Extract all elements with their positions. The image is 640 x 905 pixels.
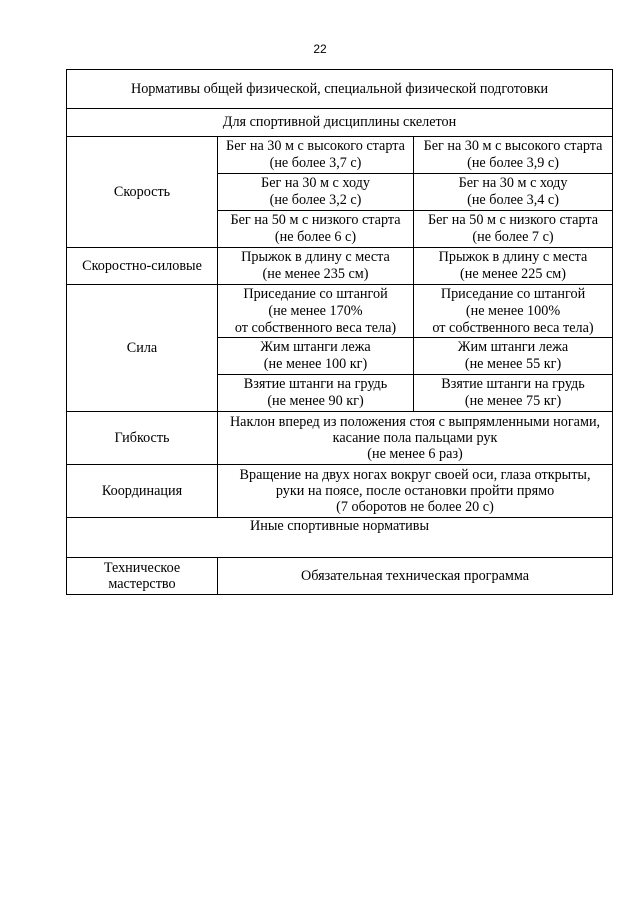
table-row — [67, 285, 613, 338]
discipline-row — [67, 109, 613, 137]
norm-men-cell: Приседание со штангой (не менее 170% от собственного веса тела) — [218, 285, 414, 338]
page-number: 22 — [313, 42, 327, 56]
discipline-heading: Для спортивной дисциплины скелетон — [67, 109, 613, 137]
technical-program-cell: Обязательная техническая программа — [218, 558, 613, 595]
norm-women-cell: Жим штанги лежа (не менее 55 кг) — [414, 338, 613, 375]
norm-women-cell: Бег на 30 м с высокого старта (не более 3,9 с) — [414, 137, 613, 174]
quality-label-speed-strength: Скоростно-силовые — [67, 248, 218, 285]
norm-women-cell: Приседание со штангой (не менее 100% от собственного веса тела) — [414, 285, 613, 338]
table-title: Нормативы общей физической, специальной физической подготовки — [67, 70, 613, 109]
quality-label-technical: Техническое мастерство — [67, 558, 218, 595]
norm-common-cell: Вращение на двух ногах вокруг своей оси, глаза открыты, руки на поясе, после остановки пройти прямо (7 оборотов не более 20 с) — [218, 465, 613, 518]
norm-men-cell: Бег на 50 м с низкого старта (не более 6 с) — [218, 211, 414, 248]
quality-label-speed: Скорость — [67, 137, 218, 248]
norm-women-cell: Взятие штанги на грудь (не менее 75 кг) — [414, 375, 613, 412]
norm-common-cell: Наклон вперед из положения стоя с выпрямленными ногами, касание пола пальцами рук (не менее 6 раз) — [218, 412, 613, 465]
quality-label-coordination: Координация — [67, 465, 218, 518]
quality-label-strength: Сила — [67, 285, 218, 412]
standards-table — [66, 69, 613, 595]
norm-women-cell: Бег на 50 м с низкого старта (не более 7 с) — [414, 211, 613, 248]
table-row — [67, 465, 613, 518]
norm-men-cell: Взятие штанги на грудь (не менее 90 кг) — [218, 375, 414, 412]
norm-men-cell: Жим штанги лежа (не менее 100 кг) — [218, 338, 414, 375]
table-row — [67, 558, 613, 595]
table-row — [67, 412, 613, 465]
table-title-row — [67, 70, 613, 109]
other-norms-row — [67, 518, 613, 558]
norm-women-cell: Прыжок в длину с места (не менее 225 см) — [414, 248, 613, 285]
norm-men-cell: Бег на 30 м с высокого старта (не более 3,7 с) — [218, 137, 414, 174]
table-row — [67, 137, 613, 174]
norm-women-cell: Бег на 30 м с ходу (не более 3,4 с) — [414, 174, 613, 211]
other-norms-heading: Иные спортивные нормативы — [67, 518, 613, 558]
quality-label-flexibility: Гибкость — [67, 412, 218, 465]
norm-men-cell: Прыжок в длину с места (не менее 235 см) — [218, 248, 414, 285]
table-row — [67, 248, 613, 285]
norm-men-cell: Бег на 30 м с ходу (не более 3,2 с) — [218, 174, 414, 211]
